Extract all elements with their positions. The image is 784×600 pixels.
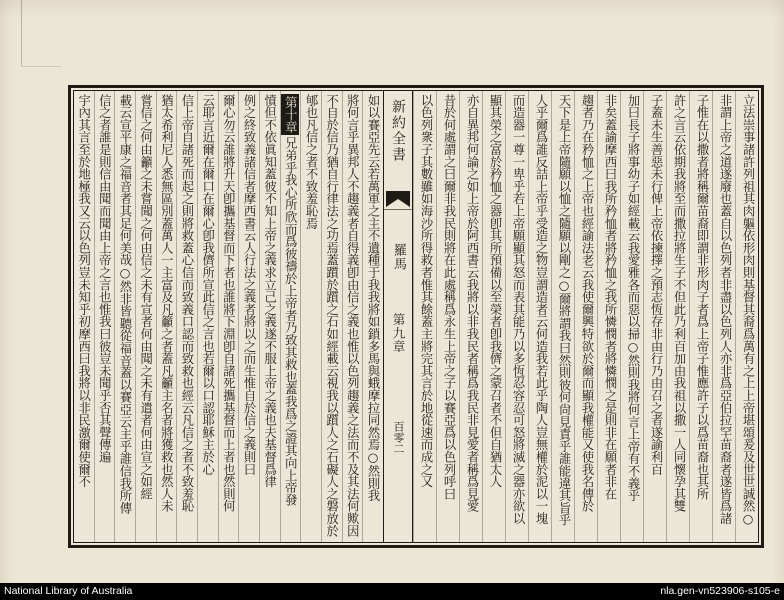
page-fold xyxy=(21,0,22,66)
left-page-column: 信上帝自諸死而起之則將救蓋心信而致義口認而致救也經云凡信之者不致羞恥 xyxy=(176,91,197,542)
left-half-page xyxy=(74,91,383,542)
left-page-column: 載云宣平康之福音者其足何美哉○然非皆聽從福音蓋以賽亞云主乎誰信我所傳 xyxy=(114,91,135,542)
left-page-column xyxy=(280,91,301,542)
right-page-column: 人乎爾爲誰反詰上帝乎受造之物豈謂造者云何造我若此乎陶人豈無權於泥以一塊 xyxy=(528,91,551,542)
right-page-column: 顯其榮之富於矜恤之器卽其所預備以至榮者卽我儕之蒙召者不但自猶太人 xyxy=(482,91,505,542)
left-page-column: 郇也凡信之者不致羞恥焉 xyxy=(300,91,321,542)
page-number: 百零二 xyxy=(392,421,405,454)
right-half-page xyxy=(413,91,758,542)
left-page-column: 嘗信之何由籲之未嘗聞之何由信之未有宣者何由聞之未有遣者何由宣之如經 xyxy=(135,91,156,542)
right-page-column: 子惟在以撒者將稱爾苗裔即謂非形肉子者爲上帝子惟應許子以爲苗裔也其所 xyxy=(689,91,712,542)
left-page-column: 宇內其言至於地極我又云以色列豈未知乎初摩西曰我將以非民激爾使爾不 xyxy=(76,94,91,488)
right-page-column: 而造器一尊一卑乎若上帝願顯其怒而表其能乃以多恆忍容忍可怒將滅之器亦欲以 xyxy=(505,91,528,542)
fishtail-mark-icon xyxy=(384,191,412,207)
left-page-column: 如以賽亞先云若萬軍之主不遺種于我我將如鎖多馬與蛾摩拉同然焉○然則我 xyxy=(362,91,383,542)
left-page-column: 憤但不依眞知蓋彼不知上帝之義求立己之義遂不服上帝之義也夫基督爲律 xyxy=(259,91,280,542)
right-page-column: 立法崇事諸許列祖其肉軀依形肉則基督其裔爲萬有之上上帝堪頌爰及世世誠然○ xyxy=(735,91,758,542)
book-name: 羅馬 xyxy=(391,243,406,271)
chapter-label: 第九章 xyxy=(391,313,406,354)
left-page-column: 爾心勿云誰將升天卽攜基督而下者也誰將下淵卽自諸死攜基督而上者也然則何 xyxy=(218,91,239,542)
left-page-column: 云耶言近爾在爾口在爾心卽我儕所宣此信之言也若爾以口認耶穌主於心 xyxy=(197,91,218,542)
right-page-column: 以色列衆子其數雖如海沙所得救者惟其餘蓋主將完其言於地從速而成之又 xyxy=(413,91,436,542)
right-page-column: 許之言云依期我將至而撒拉將生子不但此乃利百加由我祖以撒一人同懷孕其雙 xyxy=(666,91,689,542)
print-frame xyxy=(68,85,764,548)
right-page-column: 非矣蓋諭摩西曰我所矜恤者將矜恤之我所憐憫者將憐憫之是則非在願者非在 xyxy=(597,91,620,542)
right-page-column: 昔於何處謂之曰爾非我民則將在此處稱爲永生上帝之子以賽亞爲以色列呼曰 xyxy=(436,91,459,542)
chapter-heading: 第十章 xyxy=(283,96,298,133)
page-fold-edge xyxy=(21,66,61,67)
print-frame-inner xyxy=(73,90,759,543)
right-page-column: 非謂上帝之道遂廢也蓋自以色列者非盡以色列人亦非爲亞伯拉罕苗裔者遂皆爲諸 xyxy=(712,91,735,542)
left-page-column: 猶太希利尼人悉無區別蓋萬人一主富及凡籲之者蓋凡籲主名者將獲救也然人未 xyxy=(156,91,177,542)
column-text: 兄弟乎我心所欣而爲彼禱於上帝者乃致其救也蓋我爲之證其向上帝發 xyxy=(283,136,298,506)
right-page-column: 加曰長子將事幼子如經載云我愛雅各而惡以掃○然則我將何言上帝有不義乎 xyxy=(620,91,643,542)
left-page-column: 將何言乎異邦人不趨義者自得義卽由信之義也惟以色列趨義之法而不及其法何歟因 xyxy=(342,91,363,542)
fishtail-rule xyxy=(384,209,412,210)
right-page-column: 亦自異邦何論之如上帝於阿西書云我將以非我民者稱爲我民非見愛者稱爲見愛 xyxy=(459,91,482,542)
left-page-column: 例之終致義諸信者摩西書云人行法之義者將以之而生惟自於信之義則曰 xyxy=(238,91,259,542)
scan-footer-bar xyxy=(0,583,784,600)
right-page-column: 天下是上帝隨願以恤之隨願以剛之○爾將謂我曰然則彼何尙見責乎誰能違其旨乎 xyxy=(551,91,574,542)
center-strip xyxy=(383,91,413,542)
scan-identifier: nla.gen-vn523906-s105-e xyxy=(660,585,780,597)
left-page-column: 信之者誰是則信由聞而聞由上帝之言也惟我曰彼豈未聞乎否其聲傳遍 xyxy=(94,91,115,542)
book-title: 新約全書 xyxy=(390,99,406,163)
right-page-column: 子蓋未生善惡未行俾上帝依揀擇之預志恆存非由行乃由召之者遂諭利百 xyxy=(643,91,666,542)
right-page-column: 趨者乃在矜恤之上帝也經諭法老云我使爾興特欲於爾而顯我權能又使我名傳於 xyxy=(574,91,597,542)
left-page-column: 不自於信乃猶自行律法之功焉蓋躓於躓之石如經載云視我以躓人之石礙人之磐放於 xyxy=(321,91,342,542)
institution-credit: National Library of Australia xyxy=(4,585,133,597)
